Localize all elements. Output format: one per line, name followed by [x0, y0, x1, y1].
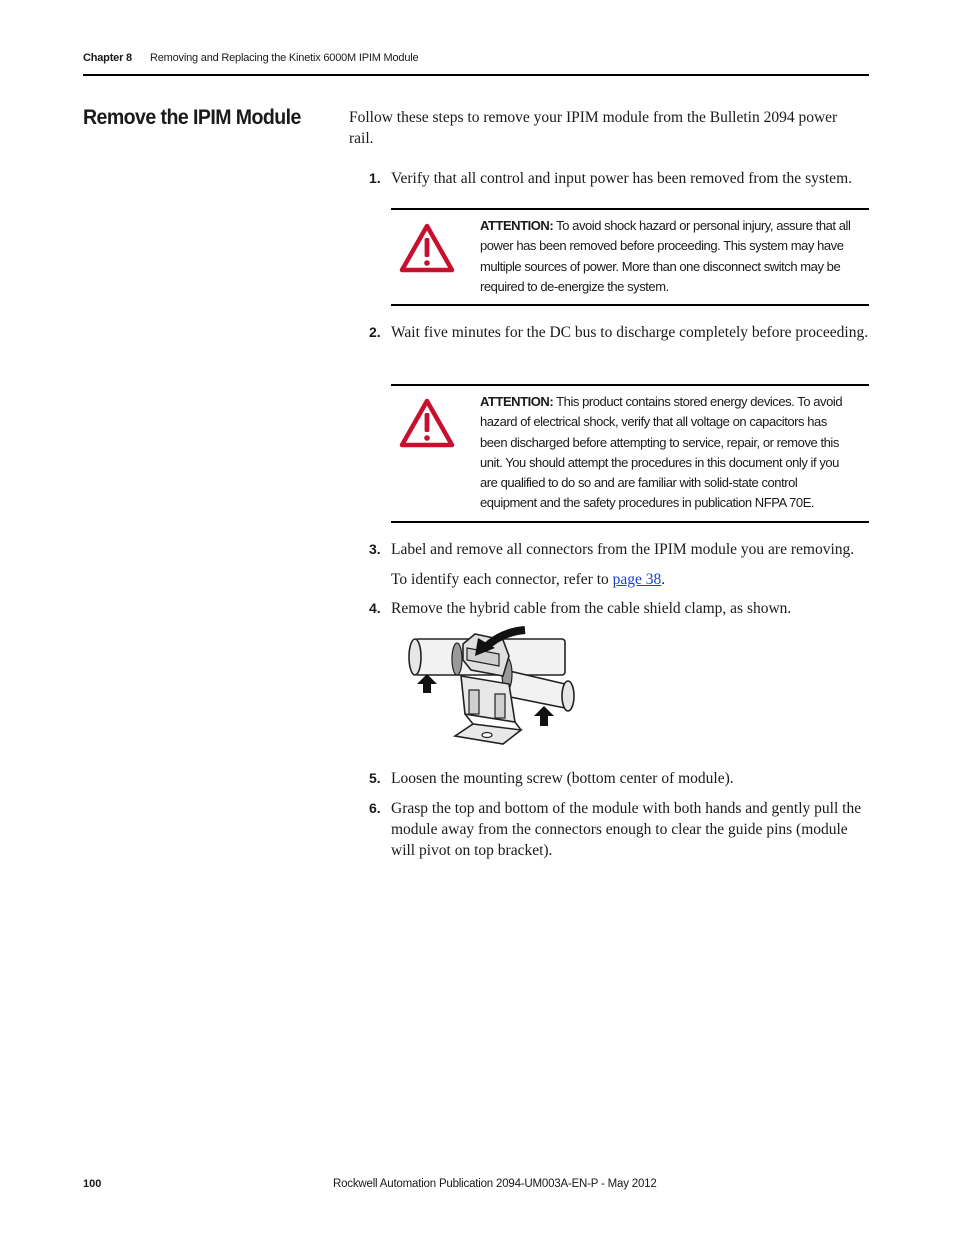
chapter-title: Removing and Replacing the Kinetix 6000M IPIM Module — [150, 52, 419, 64]
attention-text — [480, 216, 855, 297]
attention-label: ATTENTION: — [480, 394, 554, 409]
attention-label: ATTENTION: — [480, 218, 554, 233]
page-38-link[interactable]: page 38 — [612, 571, 662, 588]
attention-box-1 — [391, 208, 869, 306]
note-prefix: To identify each connector, refer to — [391, 571, 613, 588]
step-number: 4. — [369, 600, 381, 616]
header-rule — [83, 74, 869, 76]
step-text: Loosen the mounting screw (bottom center of module). — [391, 770, 734, 787]
page-number: 100 — [83, 1178, 102, 1190]
chapter-label: Chapter 8 — [83, 52, 132, 64]
warning-triangle-icon — [399, 398, 455, 448]
step-number: 3. — [369, 541, 381, 557]
step-5 — [369, 768, 869, 789]
attention-message: To avoid shock hazard or personal injury, assure that all power has been removed before proceeding. This system may have multiple sources of power. More than one disconnect switch may be required to de-energize the system. — [480, 218, 851, 294]
running-header — [83, 52, 419, 64]
publication-footer: Rockwell Automation Publication 2094-UM003A-EN-P - May 2012 — [333, 1178, 657, 1190]
step-text: Wait five minutes for the DC bus to discharge completely before proceeding. — [391, 324, 869, 341]
step-text: Label and remove all connectors from the IPIM module you are removing. — [391, 541, 855, 558]
step-number: 6. — [369, 800, 381, 816]
section-title: Remove the IPIM Module — [83, 106, 301, 129]
step-6 — [369, 798, 869, 861]
intro-paragraph: Follow these steps to remove your IPIM module from the Bulletin 2094 power rail. — [349, 109, 838, 147]
step-number: 5. — [369, 770, 381, 786]
step-number: 1. — [369, 170, 381, 186]
step-text: Verify that all control and input power has been removed from the system. — [391, 170, 852, 187]
step-3-note — [391, 569, 861, 590]
step-3 — [369, 539, 869, 560]
cable-shield-clamp-illustration — [405, 626, 580, 754]
attention-box-2 — [391, 384, 869, 523]
note-suffix: . — [661, 571, 666, 588]
step-number: 2. — [369, 324, 381, 340]
step-text: Remove the hybrid cable from the cable shield clamp, as shown. — [391, 600, 792, 617]
attention-text — [480, 392, 855, 514]
step-text: Grasp the top and bottom of the module with both hands and gently pull the module away from the connectors enough to clear the guide pins (module will pivot on top bracket). — [391, 800, 862, 859]
step-4 — [369, 598, 869, 619]
attention-message: This product contains stored energy devices. To avoid hazard of electrical shock, verify that all voltage on capacitors has been discharged before attempting to service, repair, or remove this unit. You should attempt the procedures in this document only if you are qualified to do so and are familiar with solid-state control equipment and the safety procedures in publication NFPA 70E. — [480, 394, 843, 511]
step-1 — [369, 168, 869, 189]
warning-triangle-icon — [399, 223, 455, 273]
step-2 — [369, 322, 869, 343]
